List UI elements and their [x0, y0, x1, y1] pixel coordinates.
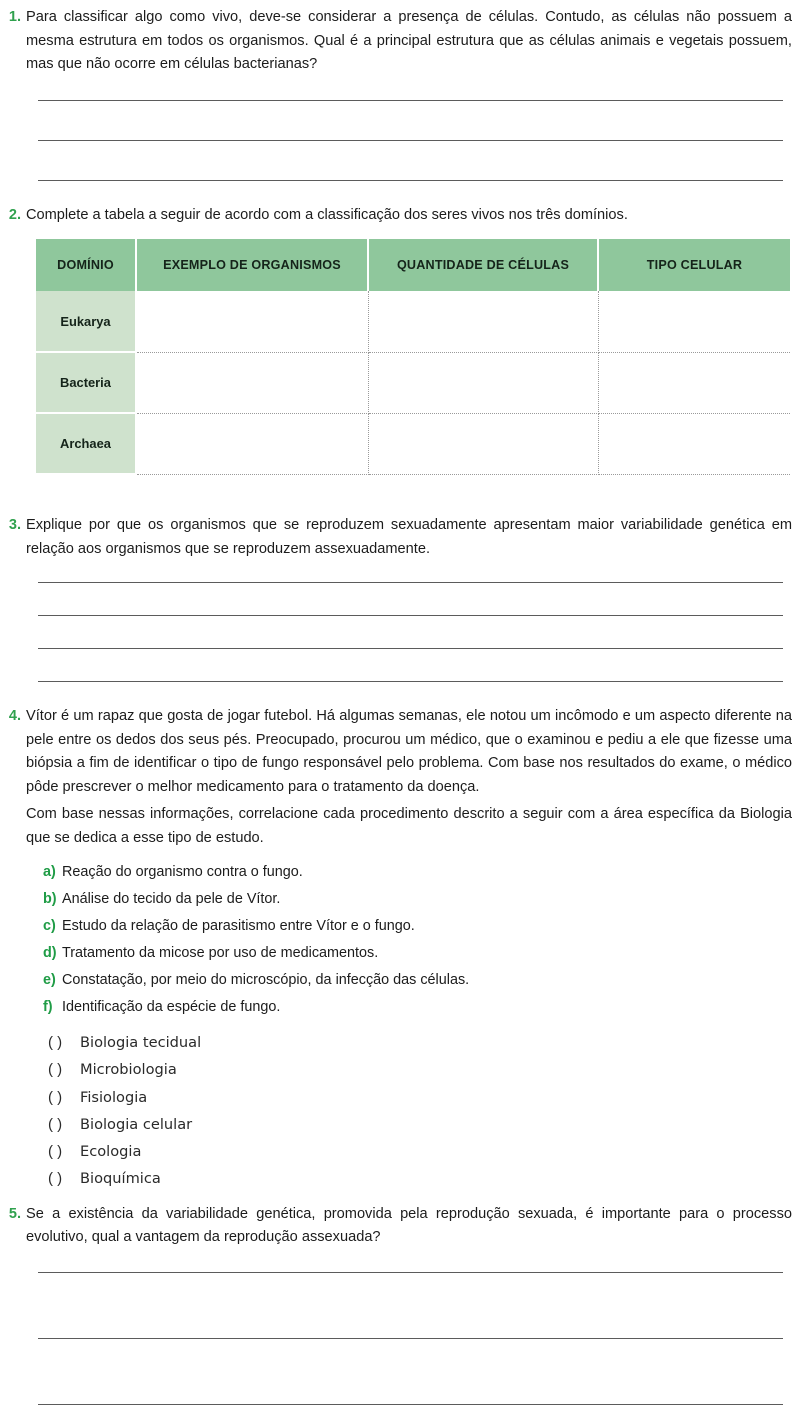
checkbox-item[interactable]: [48, 1138, 800, 1165]
checkbox-item[interactable]: [48, 1056, 800, 1083]
checkbox-parentheses[interactable]: ( ): [48, 1143, 63, 1161]
answer-line[interactable]: [38, 681, 783, 682]
item-letter: e): [43, 972, 56, 988]
table-row: [36, 413, 790, 474]
domains-table: [36, 239, 790, 475]
question-1-number: 1.: [8, 9, 21, 25]
domains-table-wrapper: [36, 239, 790, 475]
table-cell-tipo[interactable]: [598, 413, 790, 474]
table-header-tipo: TIPO CELULAR: [598, 239, 790, 291]
table-cell-exemplo[interactable]: [136, 352, 368, 413]
item-letter: a): [43, 864, 56, 880]
question-2-text: Complete a tabela a seguir de acordo com a classificação dos seres vivos nos três domínios.: [26, 206, 628, 223]
list-item: [43, 940, 800, 967]
item-text: Identificação da espécie de fungo.: [62, 999, 281, 1015]
table-header-quantidade: QUANTIDADE DE CÉLULAS: [368, 239, 598, 291]
answer-line[interactable]: [38, 582, 783, 583]
question-1: [0, 0, 800, 181]
item-text: Análise do tecido da pele de Vítor.: [62, 891, 281, 907]
item-text: Estudo da relação de parasitismo entre Vítor e o fungo.: [62, 918, 415, 934]
checkbox-parentheses[interactable]: ( ): [48, 1088, 63, 1106]
question-5-row: [0, 1203, 800, 1250]
checkbox-label: Bioquímica: [80, 1170, 161, 1188]
question-3-answer-lines: [0, 582, 800, 682]
table-row: [36, 352, 790, 413]
answer-line[interactable]: [38, 140, 783, 141]
checkbox-match-list: [0, 1029, 800, 1193]
checkbox-parentheses[interactable]: ( ): [48, 1061, 63, 1079]
question-4: [0, 705, 800, 1193]
question-5-number: 5.: [8, 1205, 21, 1222]
lettered-item-list: [0, 859, 800, 1021]
table-row: [36, 291, 790, 352]
checkbox-label: Biologia celular: [80, 1115, 193, 1133]
question-5: [0, 1203, 800, 1405]
list-item: [43, 886, 800, 913]
question-2: [0, 204, 800, 476]
table-header-dominio: DOMÍNIO: [36, 239, 136, 291]
question-4-number: 4.: [8, 708, 21, 724]
question-4-text: Vítor é um rapaz que gosta de jogar futebol. Há algumas semanas, ele notou um incômodo e um aspecto diferente na pele entre os dedos dos seus pés. Preocupado, procurou um médico, que o examinou e pediu a ele que fizesse uma biópsia a fim de identificar o tipo de fungo responsável pelo problema. Com base nos resultados do exame, o médico pôde prescrever o melhor medicamento para o tratamento da doença.: [26, 708, 792, 795]
question-5-answer-lines: [0, 1272, 800, 1405]
item-letter: b): [43, 891, 57, 907]
table-cell-domain: Archaea: [36, 413, 136, 474]
question-1-answer-lines: [0, 100, 800, 181]
item-letter: d): [43, 945, 57, 961]
question-3-text: Explique por que os organismos que se reproduzem sexuadamente apresentam maior variabilidade genética em relação aos organismos que se reproduzem assexuadamente.: [26, 517, 792, 557]
item-letter: c): [43, 918, 56, 934]
domains-table-head: [36, 239, 790, 291]
answer-line[interactable]: [38, 180, 783, 181]
table-cell-tipo[interactable]: [598, 352, 790, 413]
checkbox-item[interactable]: [48, 1165, 800, 1192]
checkbox-label: Ecologia: [80, 1143, 142, 1161]
table-cell-domain: Bacteria: [36, 352, 136, 413]
table-cell-exemplo[interactable]: [136, 291, 368, 352]
question-3-row: [0, 514, 800, 561]
list-item: [43, 859, 800, 886]
question-3: [0, 514, 800, 682]
item-letter: f): [43, 999, 53, 1015]
question-4-subtext: Com base nessas informações, correlacione cada procedimento descrito a seguir com a área específica da Biologia que se dedica a esse tipo de estudo.: [26, 806, 792, 846]
item-text: Reação do organismo contra o fungo.: [62, 864, 303, 880]
checkbox-parentheses[interactable]: ( ): [48, 1170, 63, 1188]
list-item: [43, 967, 800, 994]
list-item: [43, 913, 800, 940]
answer-line[interactable]: [38, 648, 783, 649]
table-cell-quantidade[interactable]: [368, 352, 598, 413]
question-3-number: 3.: [8, 517, 21, 533]
question-1-text: Para classificar algo como vivo, deve-se considerar a presença de células. Contudo, as células não possuem a mesma estrutura em todos os organismos. Qual é a principal estrutura que as células animais e vegetais possuem, mas que não ocorre em células bacterianas?: [26, 9, 792, 72]
answer-line[interactable]: [38, 615, 783, 616]
checkbox-label: Biologia tecidual: [80, 1034, 202, 1051]
table-header-exemplo: EXEMPLO DE ORGANISMOS: [136, 239, 368, 291]
checkbox-label: Fisiologia: [80, 1088, 148, 1106]
table-cell-tipo[interactable]: [598, 291, 790, 352]
question-2-row: [0, 204, 800, 228]
item-text: Constatação, por meio do microscópio, da infecção das células.: [62, 972, 470, 988]
answer-line[interactable]: [38, 1338, 783, 1339]
list-item: [43, 994, 800, 1021]
domains-table-body: [36, 291, 790, 474]
question-4-row: [0, 705, 800, 799]
table-cell-quantidade[interactable]: [368, 413, 598, 474]
table-cell-exemplo[interactable]: [136, 413, 368, 474]
question-1-row: [0, 6, 800, 77]
table-cell-quantidade[interactable]: [368, 291, 598, 352]
checkbox-parentheses[interactable]: ( ): [48, 1115, 63, 1133]
question-2-number: 2.: [8, 206, 21, 223]
question-5-text: Se a existência da variabilidade genética, promovida pela reprodução sexuada, é importante para o processo evolutivo, qual a vantagem da reprodução assexuada?: [26, 1205, 792, 1246]
checkbox-item[interactable]: [48, 1084, 800, 1111]
item-text: Tratamento da micose por uso de medicamentos.: [62, 945, 379, 961]
answer-line[interactable]: [38, 100, 783, 101]
checkbox-item[interactable]: [48, 1029, 800, 1056]
table-cell-domain: Eukarya: [36, 291, 136, 352]
answer-line[interactable]: [38, 1272, 783, 1273]
checkbox-label: Microbiologia: [80, 1061, 177, 1079]
checkbox-item[interactable]: [48, 1111, 800, 1138]
table-header-row: [36, 239, 790, 291]
checkbox-parentheses[interactable]: ( ): [48, 1034, 63, 1051]
